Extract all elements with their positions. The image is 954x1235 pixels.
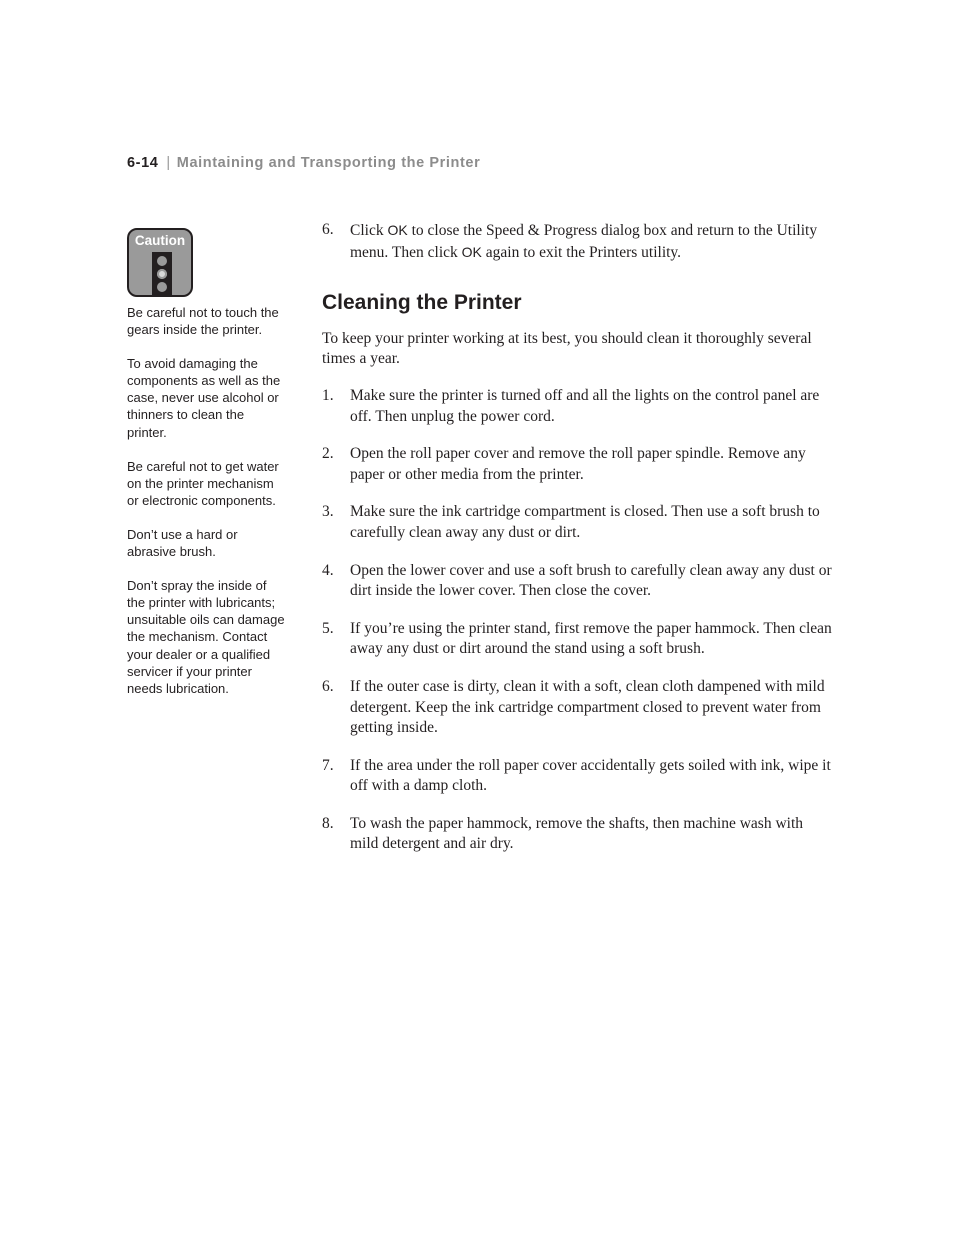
list-item: [322, 814, 832, 855]
main-content: [322, 220, 832, 855]
step-text: again to exit the Printers utility.: [481, 243, 682, 261]
step-number: 5.: [322, 619, 334, 637]
step-text: If the outer case is dirty, clean it with a soft, clean cloth dampened with mild detergent. Keep the ink cartridge compartment closed to prevent water from getting inside.: [350, 677, 825, 737]
caution-icon: [127, 228, 193, 297]
caution-notes: [127, 304, 287, 714]
intro-paragraph: To keep your printer working at its best, you should clean it thoroughly several times a year.: [322, 329, 812, 368]
step-text: If the area under the roll paper cover accidentally gets soiled with ink, wipe it off with a damp cloth.: [350, 756, 831, 795]
light-top: [157, 256, 167, 266]
step-number: 1.: [322, 386, 334, 404]
list-item: [322, 677, 832, 739]
page-number: 6-14: [127, 155, 159, 171]
list-item: [322, 386, 832, 427]
step-number: 6.: [322, 677, 334, 695]
list-item: [322, 444, 832, 485]
step-text: Open the lower cover and use a soft brush to carefully clean away any dust or dirt inside the lower cover. Then close the cover.: [350, 561, 832, 600]
step-text: Make sure the ink cartridge compartment is closed. Then use a soft brush to carefully clean away any dust or dirt.: [350, 503, 820, 541]
intro-step: [322, 220, 832, 263]
light-bottom: [157, 282, 167, 292]
step-number: 8.: [322, 814, 334, 832]
step-text: If you’re using the printer stand, first remove the paper hammock. Then clean away any dust or dirt around the stand using a soft brush.: [350, 619, 832, 658]
step-text: Open the roll paper cover and remove the roll paper spindle. Remove any paper or other media from the printer.: [350, 445, 806, 483]
header-separator: |: [166, 155, 171, 171]
step-text: To wash the paper hammock, remove the shafts, then machine wash with mild detergent and air dry.: [350, 814, 804, 853]
running-header: [127, 155, 480, 171]
step-text: to close the Speed & Progress dialog box and return to the Utility menu. Then click: [350, 222, 818, 261]
step-number: 6.: [322, 221, 334, 238]
caution-label: Caution: [134, 233, 186, 248]
chapter-title: Maintaining and Transporting the Printer: [176, 155, 481, 171]
caution-note: Don’t spray the inside of the printer with lubricants; unsuitable oils can damage the mechanism. Contact your dealer or a qualified servicer if your printer needs lubrication.: [127, 578, 285, 696]
caution-note: Don’t use a hard or abrasive brush.: [127, 526, 238, 560]
ok-button-label: OK: [461, 243, 482, 260]
ok-button-label: OK: [387, 222, 408, 238]
list-item: [322, 502, 832, 543]
step-text: Click: [350, 222, 388, 239]
caution-note: Be careful not to get water on the printer mechanism or electronic components.: [127, 458, 279, 508]
list-item: [322, 561, 832, 602]
list-item: [322, 756, 832, 797]
step-text: Make sure the printer is turned off and all the lights on the control panel are off. Then unplug the power cord.: [350, 386, 820, 425]
caution-note: To avoid damaging the components as well as the case, never use alcohol or thinners to clean the printer.: [127, 356, 281, 440]
light-middle: [157, 269, 167, 279]
section-title: Cleaning the Printer: [322, 291, 522, 315]
step-number: 7.: [322, 756, 334, 774]
traffic-light-icon: [152, 252, 172, 297]
step-number: 2.: [322, 445, 334, 463]
list-item: [322, 619, 832, 660]
caution-note: Be careful not to touch the gears inside the printer.: [127, 305, 279, 338]
step-number: 3.: [322, 503, 334, 521]
step-number: 4.: [322, 561, 334, 579]
